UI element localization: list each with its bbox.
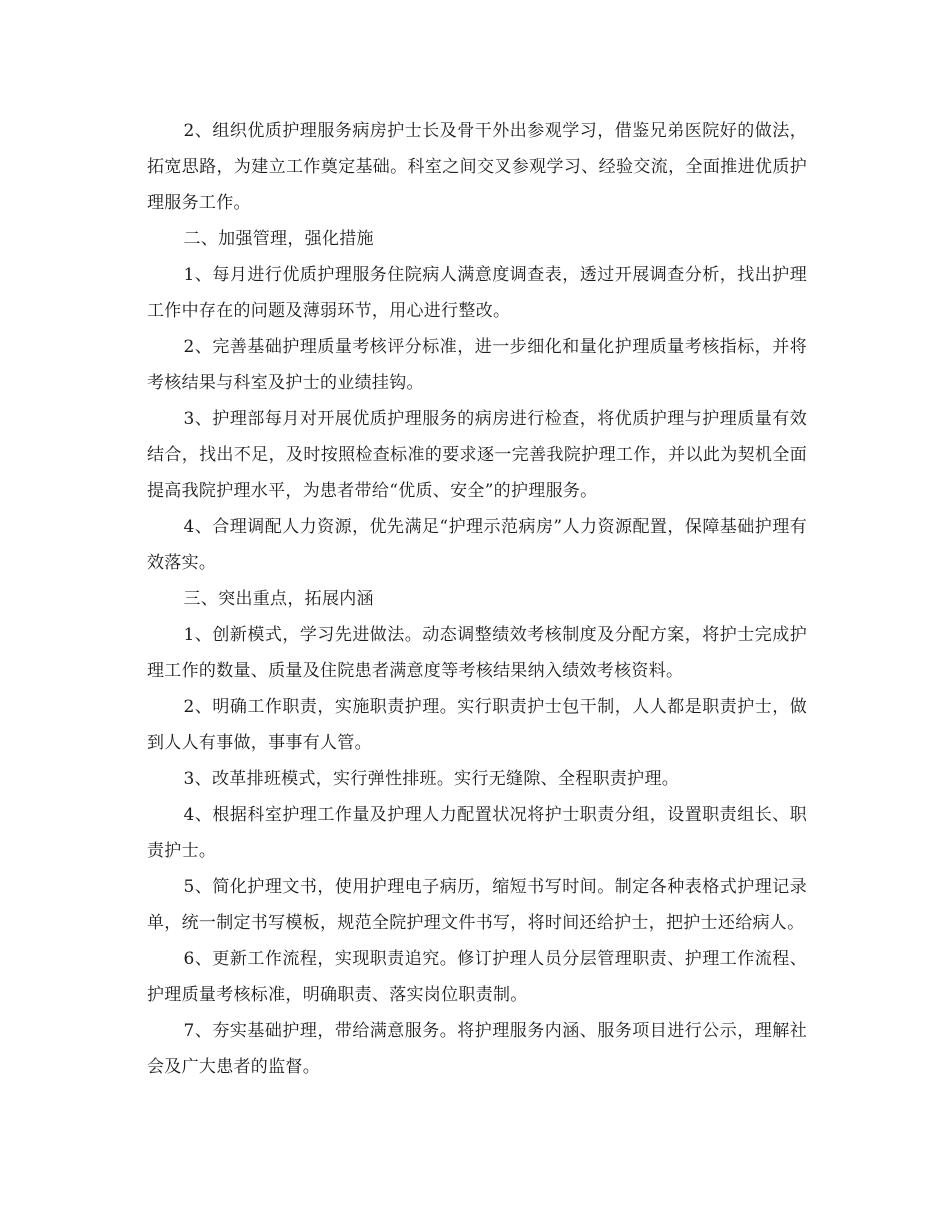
paragraph-satisfaction-survey: 1、每月进行优质护理服务住院病人满意度调查表，透过开展调查分析，找出护理工作中存在的问题及薄弱环节，用心进行整改。 — [147, 265, 807, 321]
paragraph-innovation-mode: 1、创新模式，学习先进做法。动态调整绩效考核制度及分配方案，将护士完成护理工作的数量、质量及住院患者满意度等考核结果纳入绩效考核资料。 — [147, 625, 807, 681]
section-heading-2: 二、加强管理，强化措施 — [183, 229, 374, 249]
paragraph-quality-standards: 2、完善基础护理质量考核评分标准，进一步细化和量化护理质量考核指标，并将考核结果与科室及护士的业绩挂钩。 — [147, 337, 807, 393]
paragraph-monthly-inspection: 3、护理部每月对开展优质护理服务的病房进行检查，将优质护理与护理质量有效结合，找出不足，及时按照检查标准的要求逐一完善我院护理工作，并以此为契机全面提高我院护理水平，为患者带给“优质、安全”的护理服务。 — [147, 409, 807, 501]
paragraph-duty-grouping: 4、根据科室护理工作量及护理人力配置状况将护士职责分组，设置职责组长、职责护士。 — [147, 805, 807, 861]
paragraph-clear-duties: 2、明确工作职责，实施职责护理。实行职责护士包干制，人人都是职责护士，做到人人有事做，事事有人管。 — [147, 697, 807, 753]
section-heading-3: 三、突出重点，拓展内涵 — [183, 589, 374, 609]
paragraph-scheduling-reform: 3、改革排班模式，实行弹性排班。实行无缝隙、全程职责护理。 — [183, 769, 680, 789]
paragraph-basic-nursing: 7、夯实基础护理，带给满意服务。将护理服务内涵、服务项目进行公示，理解社会及广大患者的监督。 — [147, 1021, 807, 1077]
document-body — [147, 113, 807, 1085]
paragraph-item-2-study: 2、组织优质护理服务病房护士长及骨干外出参观学习，借鉴兄弟医院好的做法，拓宽思路，为建立工作奠定基础。科室之间交叉参观学习、经验交流，全面推进优质护理服务工作。 — [147, 121, 807, 213]
paragraph-update-workflow: 6、更新工作流程，实现职责追究。修订护理人员分层管理职责、护理工作流程、护理质量考核标准，明确职责、落实岗位职责制。 — [147, 949, 807, 1005]
paragraph-simplify-documents: 5、简化护理文书，使用护理电子病历，缩短书写时间。制定各种表格式护理记录单，统一制定书写模板，规范全院护理文件书写，将时间还给护士，把护士还给病人。 — [147, 877, 807, 933]
paragraph-human-resources: 4、合理调配人力资源，优先满足“护理示范病房”人力资源配置，保障基础护理有效落实。 — [147, 517, 807, 573]
